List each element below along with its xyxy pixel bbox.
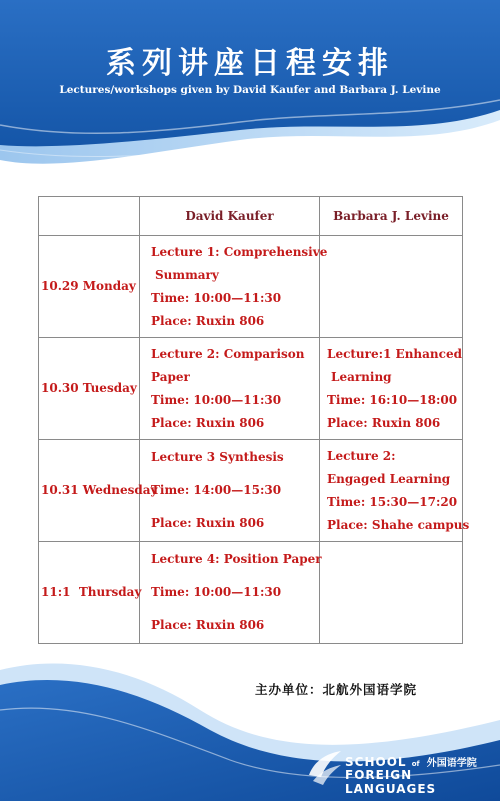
header-cell-levine: Barbara J. Levine (320, 197, 463, 236)
levine-cell-empty (320, 236, 463, 338)
kaufer-cell (140, 440, 320, 542)
time-line: Time: 10:00—11:30 (151, 392, 282, 407)
place-line: Place: Ruxin 806 (151, 415, 265, 430)
place-line: Place: Ruxin 806 (151, 313, 265, 328)
table-row (39, 338, 463, 440)
place-line: Place: Ruxin 806 (151, 618, 265, 632)
time-line: Time: 14:00—15:30 (151, 483, 282, 497)
lecture-line: Lecture:1 Enhanced (327, 346, 462, 361)
day-cell: 10.30 Tuesday (39, 338, 140, 440)
time-line: Time: 10:00—11:30 (151, 585, 282, 599)
header-cell-empty (39, 197, 140, 236)
header-cell-kaufer: David Kaufer (140, 197, 320, 236)
table-row (39, 440, 463, 542)
wing-logo-icon (305, 745, 345, 790)
logo-of-text: of (411, 760, 420, 768)
time-line: Time: 15:30—17:20 (327, 494, 458, 509)
lecture-line: Summary (155, 267, 219, 282)
table-row (39, 542, 463, 644)
lecture-line: Lecture 2: (327, 448, 396, 463)
place-line: Place: Shahe campus (327, 517, 470, 532)
lecture-line: Lecture 2: Comparison (151, 346, 305, 361)
time-line: Time: 16:10—18:00 (327, 392, 458, 407)
day-cell: 11:1 Thursday (39, 542, 140, 644)
kaufer-cell (140, 338, 320, 440)
day-cell: 10.29 Monday (39, 236, 140, 338)
schedule-table (38, 196, 470, 644)
day-cell: 10.31 Wednesday (39, 440, 140, 542)
levine-cell (320, 338, 463, 440)
place-line: Place: Ruxin 806 (327, 415, 441, 430)
page-subtitle: Lectures/workshops given by David Kaufer and Barbara J. Levine (59, 84, 441, 96)
host-organization: 主办单位：北航外国语学院 (255, 682, 418, 697)
logo-chinese-text: 外国语学院 (426, 758, 477, 769)
table-row (39, 236, 463, 338)
lecture-line: Lecture 1: Comprehensive (151, 244, 328, 259)
time-line: Time: 10:00—11:30 (151, 290, 282, 305)
table-header-row (39, 197, 463, 236)
place-line: Place: Ruxin 806 (151, 516, 265, 530)
lecture-line: Lecture 4: Position Paper (151, 552, 322, 566)
logo-foreign-languages-text: FOREIGN LANGUAGES (345, 768, 437, 796)
kaufer-cell (140, 236, 328, 338)
kaufer-cell (140, 542, 320, 644)
levine-cell-empty (320, 542, 463, 644)
lecture-line: Engaged Learning (327, 471, 451, 486)
levine-cell (320, 440, 470, 542)
logo-school-text: SCHOOL (345, 755, 407, 769)
school-logo (305, 745, 490, 796)
lecture-line: Learning (331, 369, 392, 384)
lecture-line: Lecture 3 Synthesis (151, 450, 284, 464)
header-banner (0, 0, 500, 170)
lecture-line: Paper (151, 369, 190, 384)
page-title: 系列讲座日程安排 (106, 46, 394, 81)
